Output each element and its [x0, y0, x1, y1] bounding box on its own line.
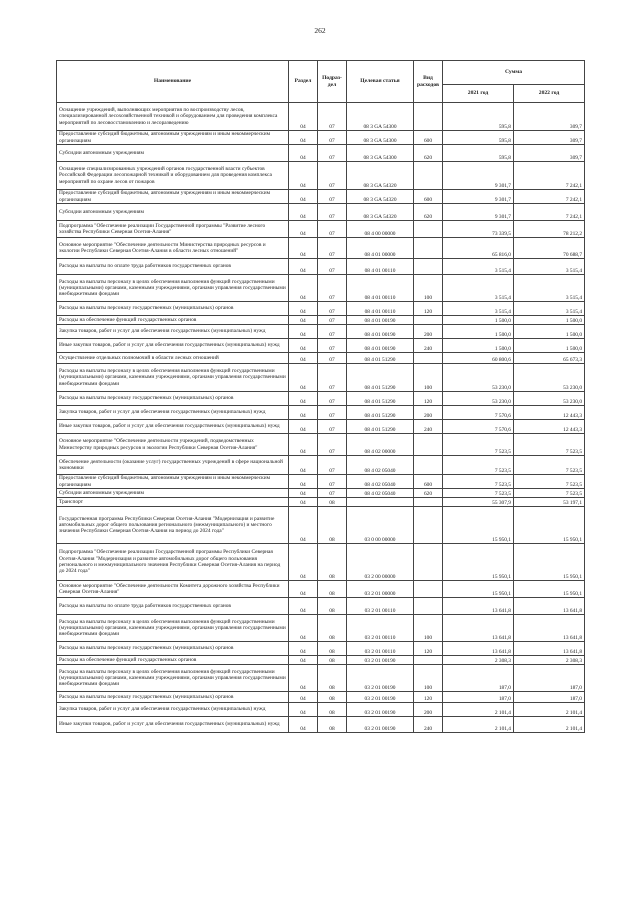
row-sum-2021: 60 800,6	[443, 353, 514, 364]
row-target-article: 08 4 02 05040	[347, 489, 414, 498]
row-subsection: 07	[318, 475, 347, 489]
table-row	[57, 434, 585, 456]
row-section: 04	[289, 221, 318, 238]
table-row	[57, 145, 585, 162]
row-expense-kind	[414, 238, 443, 259]
row-expense-kind	[414, 259, 443, 275]
row-sum-2022: 12 443,3	[514, 420, 585, 434]
row-section: 04	[289, 339, 318, 353]
row-name: Расходы на выплаты персоналу в целях обеспечения выполнения функций государственными (муниципальными) органами, казенными учреждениями, органами управления государственными внебюджетными фондами	[57, 275, 289, 302]
row-target-article: 08 4 01 00190	[347, 325, 414, 339]
table-row	[57, 259, 585, 275]
row-target-article: 08 4 02 05040	[347, 475, 414, 489]
row-expense-kind	[414, 162, 443, 190]
row-sum-2022: 65 673,3	[514, 353, 585, 364]
row-name: Предоставление субсидий бюджетным, автономным учреждениям и иным некоммерческим организациям	[57, 190, 289, 204]
row-expense-kind: 200	[414, 703, 443, 717]
row-name: Основное мероприятие "Обеспечение деятельности Министерства природных ресурсов и экологии Республики Северная Осетия-Алания в области лесных отношений"	[57, 238, 289, 259]
row-subsection: 07	[318, 103, 347, 131]
row-sum-2022: 309,7	[514, 103, 585, 131]
row-section: 04	[289, 544, 318, 581]
row-sum-2021: 595,8	[443, 103, 514, 131]
row-section: 04	[289, 353, 318, 364]
row-section: 04	[289, 642, 318, 656]
row-section: 04	[289, 316, 318, 325]
row-target-article: 03 2 01 00110	[347, 642, 414, 656]
row-subsection: 07	[318, 145, 347, 162]
row-expense-kind	[414, 434, 443, 456]
row-sum-2021: 2 101,4	[443, 717, 514, 733]
row-section: 04	[289, 456, 318, 475]
row-subsection: 07	[318, 406, 347, 420]
table-row	[57, 316, 585, 325]
row-section: 04	[289, 162, 318, 190]
header-expense-kind: Вид расходов	[414, 61, 443, 103]
row-expense-kind: 100	[414, 364, 443, 392]
row-section: 04	[289, 238, 318, 259]
row-name: Расходы на выплаты персоналу государственных (муниципальных) органов	[57, 692, 289, 703]
row-sum-2021: 3 515,4	[443, 259, 514, 275]
row-section: 04	[289, 275, 318, 302]
row-subsection: 07	[318, 489, 347, 498]
row-target-article: 08 4 00 00000	[347, 221, 414, 238]
row-sum-2022: 13 641,8	[514, 642, 585, 656]
table-row	[57, 392, 585, 406]
row-subsection: 08	[318, 507, 347, 544]
row-sum-2021: 2 308,3	[443, 656, 514, 665]
header-section: Раздел	[289, 61, 318, 103]
row-expense-kind: 620	[414, 204, 443, 221]
row-target-article: 03 2 01 00190	[347, 665, 414, 692]
row-expense-kind: 120	[414, 392, 443, 406]
row-expense-kind: 120	[414, 302, 443, 316]
row-sum-2022: 7 523,5	[514, 456, 585, 475]
header-subsection: Подраз- дел	[318, 61, 347, 103]
row-target-article: 03 2 01 00190	[347, 703, 414, 717]
row-expense-kind: 200	[414, 325, 443, 339]
row-expense-kind	[414, 544, 443, 581]
table-row	[57, 456, 585, 475]
row-name: Расходы на выплаты персоналу в целях обеспечения выполнения функций государственными (муниципальными) органами, казенными учреждениями, органами управления государственными внебюджетными фондами	[57, 364, 289, 392]
row-section: 04	[289, 434, 318, 456]
row-name: Основное мероприятие "Обеспечение деятельности Комитета дорожного хозяйства Республики Северная Осетия-Алания"	[57, 581, 289, 598]
row-sum-2022: 78 212,2	[514, 221, 585, 238]
row-subsection: 07	[318, 302, 347, 316]
row-sum-2021: 9 301,7	[443, 162, 514, 190]
row-name: Основное мероприятие "Обеспечение деятельности учреждений, подведомственных Министерству природных ресурсов и экологии Республики Северная Осетия-Алания"	[57, 434, 289, 456]
row-expense-kind: 100	[414, 665, 443, 692]
row-expense-kind: 120	[414, 692, 443, 703]
row-expense-kind	[414, 656, 443, 665]
row-sum-2022: 2 101,4	[514, 703, 585, 717]
row-section: 04	[289, 302, 318, 316]
row-target-article: 08 3 GA 54320	[347, 204, 414, 221]
row-sum-2022: 7 242,1	[514, 190, 585, 204]
row-name: Подпрограмма "Обеспечение реализации Государственной программы Республики Северная Осетия-Алания "Модернизация и развитие автомобильных дорог общего пользования регионального и межмуниципального значения Республики Северная Осетия-Алания на период до 2024 года"	[57, 544, 289, 581]
table-row	[57, 325, 585, 339]
row-sum-2021: 2 101,4	[443, 703, 514, 717]
row-name: Расходы на выплаты по оплате труда работников государственных органов	[57, 598, 289, 615]
row-expense-kind	[414, 507, 443, 544]
row-sum-2021: 7 523,5	[443, 434, 514, 456]
row-sum-2022: 7 242,1	[514, 204, 585, 221]
row-target-article: 08 4 01 51290	[347, 364, 414, 392]
table-body	[57, 103, 585, 733]
row-section: 04	[289, 204, 318, 221]
row-section: 04	[289, 692, 318, 703]
table-row	[57, 656, 585, 665]
row-section: 04	[289, 259, 318, 275]
header-year-2022: 2022 год	[514, 85, 585, 103]
row-target-article: 08 3 GA 54300	[347, 145, 414, 162]
row-target-article: 08 4 01 00110	[347, 259, 414, 275]
row-sum-2022: 2 101,4	[514, 717, 585, 733]
table-row	[57, 406, 585, 420]
row-name: Обеспечение деятельности (оказание услуг) государственных учреждений в сфере национальной экономики	[57, 456, 289, 475]
row-expense-kind: 240	[414, 339, 443, 353]
row-sum-2022: 2 308,3	[514, 656, 585, 665]
row-subsection: 08	[318, 581, 347, 598]
row-sum-2022: 7 523,5	[514, 434, 585, 456]
row-sum-2021: 7 523,5	[443, 489, 514, 498]
row-section: 04	[289, 420, 318, 434]
row-sum-2021: 13 641,8	[443, 615, 514, 642]
row-section: 04	[289, 406, 318, 420]
row-sum-2021: 7 570,6	[443, 420, 514, 434]
row-target-article: 03 0 00 00000	[347, 507, 414, 544]
table-row	[57, 615, 585, 642]
row-expense-kind	[414, 316, 443, 325]
row-subsection: 08	[318, 692, 347, 703]
row-sum-2022: 1 500,0	[514, 339, 585, 353]
row-section: 04	[289, 103, 318, 131]
row-name: Транспорт	[57, 498, 289, 507]
table-row	[57, 339, 585, 353]
row-name: Расходы на выплаты персоналу государственных (муниципальных) органов	[57, 392, 289, 406]
header-target-article: Целевая статья	[347, 61, 414, 103]
row-target-article: 08 4 01 00190	[347, 339, 414, 353]
row-section: 04	[289, 475, 318, 489]
row-sum-2021: 1 500,0	[443, 316, 514, 325]
row-section: 04	[289, 507, 318, 544]
table-row	[57, 544, 585, 581]
row-subsection: 08	[318, 615, 347, 642]
row-target-article: 08 4 01 00190	[347, 316, 414, 325]
row-sum-2021: 595,8	[443, 131, 514, 145]
row-expense-kind	[414, 456, 443, 475]
row-name: Расходы на обеспечение функций государственных органов	[57, 656, 289, 665]
row-section: 04	[289, 703, 318, 717]
row-section: 04	[289, 615, 318, 642]
row-name: Расходы на выплаты персоналу государственных (муниципальных) органов	[57, 642, 289, 656]
table-row	[57, 507, 585, 544]
row-subsection: 07	[318, 162, 347, 190]
row-name: Расходы на выплаты персоналу в целях обеспечения выполнения функций государственными (муниципальными) органами, казенными учреждениями, органами управления государственными внебюджетными фондами	[57, 615, 289, 642]
row-name: Государственная программа Республики Северная Осетия-Алания "Модернизация и развитие автомобильных дорог общего пользования регионального (межмуниципального) и местного значения Республики Северная Осетия-Алания на период до 2024 года"	[57, 507, 289, 544]
row-sum-2022: 7 242,1	[514, 162, 585, 190]
row-name: Расходы на выплаты персоналу в целях обеспечения выполнения функций государственными (муниципальными) органами, казенными учреждениями, органами управления государственными внебюджетными фондами	[57, 665, 289, 692]
row-name: Расходы на выплаты персоналу государственных (муниципальных) органов	[57, 302, 289, 316]
row-section: 04	[289, 717, 318, 733]
row-target-article: 08 4 02 05040	[347, 456, 414, 475]
row-target-article: 08 4 01 51290	[347, 420, 414, 434]
row-sum-2022: 3 515,4	[514, 275, 585, 302]
row-subsection: 07	[318, 364, 347, 392]
row-subsection: 08	[318, 665, 347, 692]
row-subsection: 07	[318, 339, 347, 353]
row-target-article: 08 4 01 00110	[347, 275, 414, 302]
row-subsection: 07	[318, 353, 347, 364]
row-sum-2021: 7 570,6	[443, 406, 514, 420]
row-subsection: 08	[318, 498, 347, 507]
table-row	[57, 302, 585, 316]
row-subsection: 07	[318, 316, 347, 325]
row-name: Подпрограмма "Обеспечение реализации Государственной программы "Развитие лесного хозяйства Республики Северная Осетия-Алания"	[57, 221, 289, 238]
row-sum-2021: 7 523,5	[443, 475, 514, 489]
row-subsection: 07	[318, 420, 347, 434]
row-sum-2022: 3 515,4	[514, 259, 585, 275]
table-row	[57, 364, 585, 392]
row-subsection: 08	[318, 703, 347, 717]
row-sum-2021: 53 230,0	[443, 392, 514, 406]
row-sum-2021: 9 301,7	[443, 190, 514, 204]
row-name: Субсидии автономным учреждениям	[57, 489, 289, 498]
row-sum-2022: 187,0	[514, 665, 585, 692]
row-name: Оснащение специализированных учреждений органов государственной власти субъектов Российской Федерации лесопожарной техникой и оборудованием для проведения комплекса мероприятий по охране лесов от пожаров	[57, 162, 289, 190]
row-sum-2022: 70 688,7	[514, 238, 585, 259]
row-subsection: 07	[318, 434, 347, 456]
row-name: Иные закупки товаров, работ и услуг для обеспечения государственных (муниципальных) нужд	[57, 717, 289, 733]
row-sum-2022: 1 500,0	[514, 316, 585, 325]
row-sum-2021: 73 339,5	[443, 221, 514, 238]
table-row	[57, 204, 585, 221]
row-sum-2021: 9 301,7	[443, 204, 514, 221]
row-target-article: 08 4 01 51290	[347, 392, 414, 406]
table-row	[57, 131, 585, 145]
row-sum-2022: 13 641,8	[514, 615, 585, 642]
budget-table	[56, 60, 585, 733]
row-sum-2022: 15 950,1	[514, 581, 585, 598]
row-expense-kind: 200	[414, 406, 443, 420]
row-sum-2021: 53 230,0	[443, 364, 514, 392]
row-name: Предоставление субсидий бюджетным, автономным учреждениям и иным некоммерческим организациям	[57, 131, 289, 145]
row-target-article	[347, 498, 414, 507]
row-expense-kind: 100	[414, 275, 443, 302]
row-subsection: 08	[318, 642, 347, 656]
row-sum-2021: 13 641,8	[443, 642, 514, 656]
row-subsection: 07	[318, 392, 347, 406]
row-section: 04	[289, 325, 318, 339]
row-name: Предоставление субсидий бюджетным, автономным учреждениям и иным некоммерческим организациям	[57, 475, 289, 489]
row-target-article: 08 3 GA 54320	[347, 162, 414, 190]
row-subsection: 07	[318, 275, 347, 302]
row-subsection: 07	[318, 238, 347, 259]
row-target-article: 03 2 01 00000	[347, 581, 414, 598]
row-sum-2022: 12 443,3	[514, 406, 585, 420]
row-name: Субсидии автономным учреждениям	[57, 145, 289, 162]
row-section: 04	[289, 656, 318, 665]
page-number: 262	[314, 26, 326, 35]
row-target-article: 08 4 01 51290	[347, 353, 414, 364]
table-row	[57, 598, 585, 615]
row-subsection: 07	[318, 131, 347, 145]
header-sum: Сумма	[443, 61, 585, 85]
row-target-article: 08 4 01 00110	[347, 302, 414, 316]
row-section: 04	[289, 392, 318, 406]
row-expense-kind: 240	[414, 717, 443, 733]
table-row	[57, 103, 585, 131]
row-subsection: 07	[318, 221, 347, 238]
row-sum-2021: 1 500,0	[443, 325, 514, 339]
row-expense-kind	[414, 103, 443, 131]
row-sum-2022: 15 950,1	[514, 544, 585, 581]
row-target-article: 03 2 01 00110	[347, 615, 414, 642]
row-sum-2021: 15 950,1	[443, 581, 514, 598]
row-target-article: 08 4 01 00000	[347, 238, 414, 259]
row-sum-2021: 13 641,8	[443, 598, 514, 615]
row-sum-2022: 309,7	[514, 131, 585, 145]
row-sum-2022: 15 950,1	[514, 507, 585, 544]
row-name: Осуществление отдельных полномочий в области лесных отношений	[57, 353, 289, 364]
row-sum-2022: 53 230,0	[514, 392, 585, 406]
table-row	[57, 717, 585, 733]
row-expense-kind: 600	[414, 190, 443, 204]
row-sum-2021: 3 515,4	[443, 302, 514, 316]
row-section: 04	[289, 489, 318, 498]
table-row	[57, 190, 585, 204]
row-sum-2021: 15 950,1	[443, 507, 514, 544]
row-name: Расходы на обеспечение функций государственных органов	[57, 316, 289, 325]
row-target-article: 08 4 01 51290	[347, 406, 414, 420]
row-sum-2021: 1 500,0	[443, 339, 514, 353]
table-row	[57, 581, 585, 598]
row-target-article: 08 3 GA 54300	[347, 131, 414, 145]
row-expense-kind: 100	[414, 615, 443, 642]
table-row	[57, 703, 585, 717]
row-name: Иные закупки товаров, работ и услуг для обеспечения государственных (муниципальных) нужд	[57, 339, 289, 353]
row-subsection: 08	[318, 717, 347, 733]
row-sum-2021: 595,8	[443, 145, 514, 162]
row-name: Расходы на выплаты по оплате труда работников государственных органов	[57, 259, 289, 275]
row-name: Закупка товаров, работ и услуг для обеспечения государственных (муниципальных) нужд	[57, 703, 289, 717]
row-expense-kind	[414, 221, 443, 238]
row-target-article: 03 2 01 00110	[347, 598, 414, 615]
row-sum-2021: 15 950,1	[443, 544, 514, 581]
row-sum-2022: 53 197,1	[514, 498, 585, 507]
row-section: 04	[289, 665, 318, 692]
table-row	[57, 692, 585, 703]
row-subsection: 07	[318, 204, 347, 221]
row-sum-2022: 53 230,0	[514, 364, 585, 392]
row-target-article: 08 4 02 00000	[347, 434, 414, 456]
row-target-article: 03 2 01 00190	[347, 692, 414, 703]
row-name: Иные закупки товаров, работ и услуг для обеспечения государственных (муниципальных) нужд	[57, 420, 289, 434]
row-sum-2021: 3 515,4	[443, 275, 514, 302]
row-target-article: 08 3 GA 54320	[347, 190, 414, 204]
row-name: Закупка товаров, работ и услуг для обеспечения государственных (муниципальных) нужд	[57, 325, 289, 339]
row-target-article: 03 2 01 00190	[347, 656, 414, 665]
table-row	[57, 353, 585, 364]
row-subsection: 07	[318, 456, 347, 475]
row-subsection: 07	[318, 259, 347, 275]
row-section: 04	[289, 581, 318, 598]
row-subsection: 07	[318, 190, 347, 204]
table-row	[57, 275, 585, 302]
table-row	[57, 475, 585, 489]
row-name: Закупка товаров, работ и услуг для обеспечения государственных (муниципальных) нужд	[57, 406, 289, 420]
row-section: 04	[289, 131, 318, 145]
row-section: 04	[289, 598, 318, 615]
row-name: Субсидии автономным учреждениям	[57, 204, 289, 221]
table-row	[57, 642, 585, 656]
table-row	[57, 162, 585, 190]
row-target-article: 08 3 GA 54300	[347, 103, 414, 131]
row-sum-2022: 309,7	[514, 145, 585, 162]
table-header	[57, 61, 585, 103]
row-sum-2022: 187,0	[514, 692, 585, 703]
row-section: 04	[289, 190, 318, 204]
row-expense-kind: 620	[414, 145, 443, 162]
row-sum-2022: 13 641,8	[514, 598, 585, 615]
row-expense-kind: 120	[414, 642, 443, 656]
row-sum-2021: 55 307,9	[443, 498, 514, 507]
row-expense-kind	[414, 353, 443, 364]
row-subsection: 07	[318, 325, 347, 339]
row-expense-kind	[414, 498, 443, 507]
row-name: Оснащение учреждений, выполняющих мероприятия по воспроизводству лесов, специализированной лесохозяйственной техникой и оборудованием для проведения комплекса мероприятий по лесовосстановлению и лесоразведению	[57, 103, 289, 131]
row-sum-2022: 7 523,5	[514, 475, 585, 489]
row-target-article: 03 2 00 00000	[347, 544, 414, 581]
row-subsection: 08	[318, 598, 347, 615]
row-target-article: 03 2 01 00190	[347, 717, 414, 733]
row-sum-2022: 7 523,5	[514, 489, 585, 498]
table-row	[57, 665, 585, 692]
table-row	[57, 489, 585, 498]
table-row	[57, 420, 585, 434]
row-subsection: 08	[318, 656, 347, 665]
row-section: 04	[289, 364, 318, 392]
header-name: Наименование	[57, 61, 289, 103]
row-expense-kind	[414, 581, 443, 598]
row-expense-kind: 600	[414, 131, 443, 145]
row-sum-2021: 187,0	[443, 665, 514, 692]
row-expense-kind: 620	[414, 489, 443, 498]
table-row	[57, 498, 585, 507]
row-sum-2021: 187,0	[443, 692, 514, 703]
row-section: 04	[289, 498, 318, 507]
row-sum-2021: 7 523,5	[443, 456, 514, 475]
row-sum-2022: 1 500,0	[514, 325, 585, 339]
row-expense-kind: 600	[414, 475, 443, 489]
row-sum-2022: 3 515,4	[514, 302, 585, 316]
row-expense-kind	[414, 598, 443, 615]
row-section: 04	[289, 145, 318, 162]
row-expense-kind: 240	[414, 420, 443, 434]
header-year-2021: 2021 год	[443, 85, 514, 103]
table-row	[57, 238, 585, 259]
table-row	[57, 221, 585, 238]
row-sum-2021: 65 816,0	[443, 238, 514, 259]
row-subsection: 08	[318, 544, 347, 581]
